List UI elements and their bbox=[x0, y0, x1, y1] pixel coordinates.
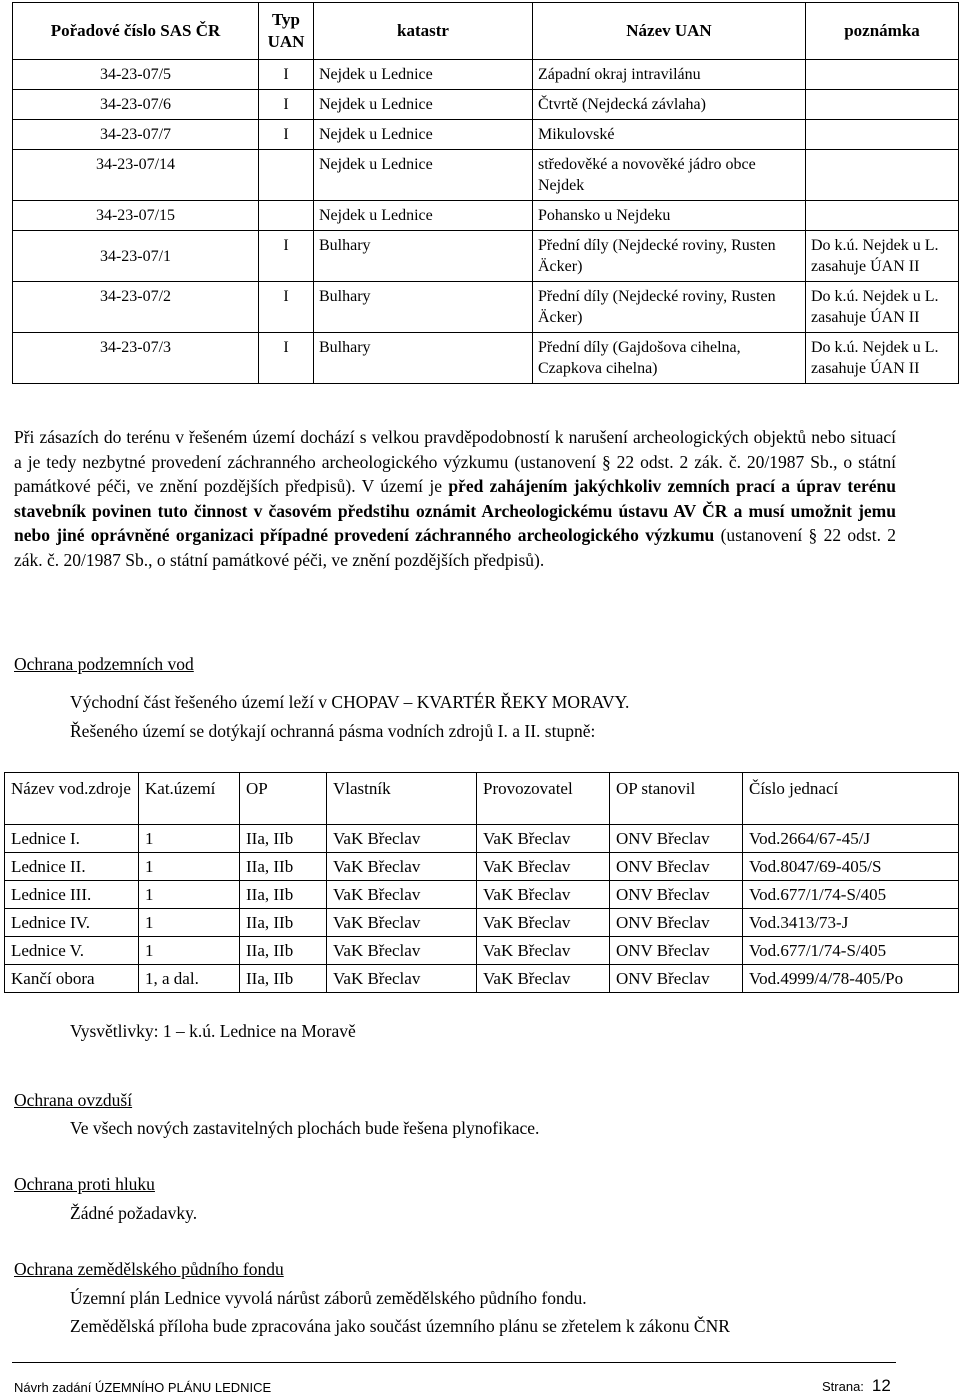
zpf-line-1: Územní plán Lednice vyvolá nárůst záborů zemědělského půdního fondu. bbox=[70, 1288, 587, 1308]
water-cell: Lednice I. bbox=[5, 825, 139, 853]
cell-nazev: středověké a novověké jádro obce Nejdek bbox=[533, 150, 806, 201]
cell-nazev: Přední díly (Nejdecké roviny, Rusten Äcker) bbox=[533, 231, 806, 282]
archaeology-paragraph bbox=[14, 425, 896, 573]
uan-table bbox=[12, 2, 959, 384]
water-cell: ONV Břeclav bbox=[610, 853, 743, 881]
cell-typ: I bbox=[259, 90, 314, 120]
cell-cislo: 34-23-07/2 bbox=[13, 282, 259, 333]
paragraph-bold: před zahájením jakýchkoliv zemních prací a úprav terénu stavebník povinen tuto činnost v časovém předstihu oznámit Archeologickému ústavu AV ČR a musí umožnit jemu nebo jiné oprávněné organizaci případné provedení záchranného archeologického výzkumu bbox=[14, 476, 897, 546]
header-katastr: katastr bbox=[314, 3, 533, 60]
water-cell: Vod.3413/73-J bbox=[743, 909, 959, 937]
uan-row bbox=[13, 201, 959, 231]
cell-poznamka bbox=[806, 60, 959, 90]
podzemni-line-2: Řešeného území se dotýkají ochranná pásma vodních zdrojů I. a II. stupně: bbox=[70, 721, 596, 741]
cell-katastr: Nejdek u Lednice bbox=[314, 201, 533, 231]
zpf-line-2: Zemědělská příloha bude zpracována jako součást územního plánu se zřetelem k zákonu ČNR bbox=[70, 1316, 730, 1336]
water-cell: VaK Břeclav bbox=[477, 937, 610, 965]
uan-row bbox=[13, 90, 959, 120]
water-cell: IIa, IIb bbox=[240, 909, 327, 937]
water-table-header bbox=[5, 773, 959, 825]
water-cell: 1 bbox=[139, 881, 240, 909]
water-header-cell: Název vod.zdroje bbox=[5, 773, 139, 825]
water-cell: ONV Břeclav bbox=[610, 909, 743, 937]
water-cell: 1 bbox=[139, 853, 240, 881]
water-cell: Vod.8047/69-405/S bbox=[743, 853, 959, 881]
paragraph-part-4: (ustanovení § 22 odst. 2 zák. č. 20/1987 Sb., o státní památkové péči, ve znění pozdějších předpisů). bbox=[14, 525, 897, 570]
water-cell: VaK Břeclav bbox=[327, 909, 477, 937]
water-header-cell: Vlastník bbox=[327, 773, 477, 825]
water-cell: VaK Břeclav bbox=[477, 825, 610, 853]
uan-row bbox=[13, 120, 959, 150]
ovzdusi-text: Ve všech nových zastavitelných plochách bude řešena plynofikace. bbox=[70, 1118, 540, 1138]
cell-typ: I bbox=[259, 60, 314, 90]
cell-typ bbox=[259, 201, 314, 231]
water-cell: Vod.677/1/74-S/405 bbox=[743, 881, 959, 909]
cell-katastr: Nejdek u Lednice bbox=[314, 120, 533, 150]
water-cell: ONV Břeclav bbox=[610, 825, 743, 853]
footer-page-number: 12 bbox=[871, 1376, 891, 1395]
water-cell: ONV Břeclav bbox=[610, 881, 743, 909]
cell-cislo: 34-23-07/6 bbox=[13, 90, 259, 120]
water-cell: 1, a dal. bbox=[139, 965, 240, 993]
podzemni-line-1: Východní část řešeného území leží v CHOPAV – KVARTÉR ŘEKY MORAVY. bbox=[70, 692, 630, 712]
uan-table-header bbox=[13, 3, 959, 60]
cell-katastr: Nejdek u Lednice bbox=[314, 90, 533, 120]
cell-poznamka bbox=[806, 90, 959, 120]
paragraph-part-2: V území je bbox=[361, 476, 442, 497]
uan-row bbox=[13, 333, 959, 384]
water-cell: VaK Břeclav bbox=[477, 965, 610, 993]
water-cell: VaK Břeclav bbox=[477, 881, 610, 909]
cell-poznamka bbox=[806, 150, 959, 201]
heading-podzemni-vody: Ochrana podzemních vod bbox=[14, 654, 194, 674]
cell-nazev: Čtvrtě (Nejdecká závlaha) bbox=[533, 90, 806, 120]
water-header-cell: OP stanovil bbox=[610, 773, 743, 825]
water-cell: Vod.4999/4/78-405/Po bbox=[743, 965, 959, 993]
water-header-cell: Kat.území bbox=[139, 773, 240, 825]
water-row bbox=[5, 853, 959, 881]
cell-typ: I bbox=[259, 120, 314, 150]
heading-hluk: Ochrana proti hluku bbox=[14, 1174, 155, 1194]
water-row bbox=[5, 965, 959, 993]
water-header-cell: Číslo jednací bbox=[743, 773, 959, 825]
water-row bbox=[5, 909, 959, 937]
cell-typ: I bbox=[259, 282, 314, 333]
cell-cislo: 34-23-07/5 bbox=[13, 60, 259, 90]
cell-cislo: 34-23-07/3 bbox=[13, 333, 259, 384]
cell-poznamka: Do k.ú. Nejdek u L. zasahuje ÚAN II bbox=[806, 333, 959, 384]
water-row bbox=[5, 881, 959, 909]
cell-nazev: Přední díly (Gajdošova cihelna, Czapkova cihelna) bbox=[533, 333, 806, 384]
heading-ovzdusi: Ochrana ovzduší bbox=[14, 1090, 133, 1110]
water-cell: IIa, IIb bbox=[240, 937, 327, 965]
water-cell: VaK Břeclav bbox=[477, 853, 610, 881]
cell-cislo: 34-23-07/15 bbox=[13, 201, 259, 231]
water-cell: Lednice V. bbox=[5, 937, 139, 965]
cell-poznamka bbox=[806, 201, 959, 231]
cell-katastr: Bulhary bbox=[314, 333, 533, 384]
cell-katastr: Bulhary bbox=[314, 231, 533, 282]
uan-row bbox=[13, 282, 959, 333]
cell-katastr: Nejdek u Lednice bbox=[314, 60, 533, 90]
legend: Vysvětlivky: 1 – k.ú. Lednice na Moravě bbox=[70, 1021, 356, 1041]
header-cislo: Pořadové číslo SAS ČR bbox=[13, 3, 259, 60]
cell-typ: I bbox=[259, 333, 314, 384]
uan-row bbox=[13, 60, 959, 90]
water-cell: VaK Břeclav bbox=[327, 965, 477, 993]
water-cell: Lednice II. bbox=[5, 853, 139, 881]
water-header-cell: Provozovatel bbox=[477, 773, 610, 825]
water-cell: Vod.677/1/74-S/405 bbox=[743, 937, 959, 965]
water-sources-table bbox=[4, 772, 959, 993]
water-cell: ONV Břeclav bbox=[610, 965, 743, 993]
cell-typ: I bbox=[259, 231, 314, 282]
footer-page-label: Strana: bbox=[822, 1379, 864, 1394]
footer-rule bbox=[12, 1362, 896, 1363]
water-cell: VaK Břeclav bbox=[327, 881, 477, 909]
water-cell: Lednice III. bbox=[5, 881, 139, 909]
cell-nazev: Západní okraj intravilánu bbox=[533, 60, 806, 90]
cell-nazev: Mikulovské bbox=[533, 120, 806, 150]
cell-cislo: 34-23-07/14 bbox=[13, 150, 259, 201]
water-cell: IIa, IIb bbox=[240, 853, 327, 881]
hluk-text: Žádné požadavky. bbox=[70, 1203, 198, 1223]
water-cell: Kančí obora bbox=[5, 965, 139, 993]
water-header-cell: OP bbox=[240, 773, 327, 825]
heading-zpf: Ochrana zemědělského půdního fondu bbox=[14, 1259, 284, 1279]
cell-cislo: 34-23-07/7 bbox=[13, 120, 259, 150]
water-cell: VaK Břeclav bbox=[477, 909, 610, 937]
footer-title: Návrh zadání ÚZEMNÍHO PLÁNU LEDNICE bbox=[14, 1380, 272, 1395]
water-cell: IIa, IIb bbox=[240, 825, 327, 853]
uan-row bbox=[13, 231, 959, 282]
cell-poznamka: Do k.ú. Nejdek u L. zasahuje ÚAN II bbox=[806, 231, 959, 282]
cell-nazev: Přední díly (Nejdecké roviny, Rusten Äcker) bbox=[533, 282, 806, 333]
header-poznamka: poznámka bbox=[806, 3, 959, 60]
cell-katastr: Nejdek u Lednice bbox=[314, 150, 533, 201]
paragraph-part-1: Při zásazích do terénu v řešeném území dochází s velkou pravděpodobností k narušení archeologických objektů nebo situací a je tedy nezbytné provedení záchranného archeologického výzkumu (ustanovení § 22 odst. 2 zák. č. 20/1987 Sb., o státní památkové péči, ve znění pozdějších předpisů). bbox=[14, 427, 896, 497]
cell-typ bbox=[259, 150, 314, 201]
cell-cislo: 34-23-07/1 bbox=[13, 231, 259, 282]
water-cell: ONV Břeclav bbox=[610, 937, 743, 965]
cell-katastr: Bulhary bbox=[314, 282, 533, 333]
water-cell: VaK Břeclav bbox=[327, 825, 477, 853]
water-cell: Vod.2664/67-45/J bbox=[743, 825, 959, 853]
water-cell: IIa, IIb bbox=[240, 965, 327, 993]
header-typ: Typ UAN bbox=[259, 3, 314, 60]
water-cell: VaK Břeclav bbox=[327, 937, 477, 965]
water-row bbox=[5, 825, 959, 853]
cell-poznamka bbox=[806, 120, 959, 150]
header-nazev: Název UAN bbox=[533, 3, 806, 60]
water-cell: 1 bbox=[139, 825, 240, 853]
water-cell: IIa, IIb bbox=[240, 881, 327, 909]
uan-row bbox=[13, 150, 959, 201]
water-row bbox=[5, 937, 959, 965]
cell-nazev: Pohansko u Nejdeku bbox=[533, 201, 806, 231]
footer-page bbox=[822, 1376, 891, 1396]
water-cell: 1 bbox=[139, 937, 240, 965]
water-cell: Lednice IV. bbox=[5, 909, 139, 937]
cell-poznamka: Do k.ú. Nejdek u L. zasahuje ÚAN II bbox=[806, 282, 959, 333]
water-cell: 1 bbox=[139, 909, 240, 937]
water-cell: VaK Břeclav bbox=[327, 853, 477, 881]
